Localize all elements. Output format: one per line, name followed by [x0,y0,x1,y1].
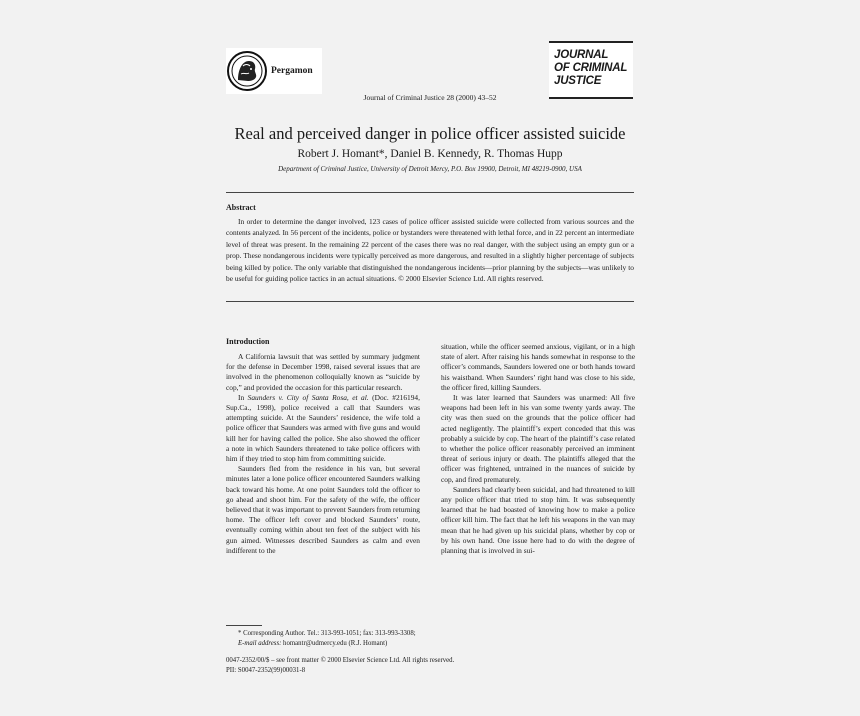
publisher-logo [226,48,322,94]
paragraph: situation, while the officer seemed anxious, vigilant, or in a high state of alert. After raising his hands somewhat in response to the officer’s commands, Saunders lowered one or both hands toward his waistband. When Saunders’ right hand was close to his side, the officer fired, killing Saunders. [441,342,635,392]
paragraph: In Saunders v. City of Santa Rosa, et al. (Doc. #216194, Sup.Ca., 1998), police received a call that Saunders was attempting suicide. At the Saunders’ residence, the wife told a police officer that Saunders was armed with five guns and would kill her for having called the police. She also showed the officer a note in which Saunders threatened to take police officers with him if they tried to stop him from committing suicide. [226,392,420,464]
case-citation: Saunders v. City of Santa Rosa, et al. [247,392,369,402]
journal-logo-line: JOURNAL [554,49,609,61]
paragraph: It was later learned that Saunders was unarmed: All five weapons had been left in his van some twenty yards away. The city was then sued on the grounds that the police officer had acted negligently. The plaintiff’s expert conceded that this was probably a suicide by cop. The heart of the plaintiff’s case related to whether the police officer reasonably perceived an imminent threat of serious injury or death. The plaintiffs alleged that the officer was frightened, untrained in the nuances of suicide by cop, and fired prematurely. [441,393,635,484]
divider [226,301,634,302]
journal-logo [549,41,633,99]
divider [226,192,634,193]
body-column-left [226,352,420,556]
corresponding-author: * Corresponding Author. Tel.: 313-993-1051; fax: 313-993-3308; [238,630,416,637]
journal-citation: Journal of Criminal Justice 28 (2000) 43–52 [363,93,497,102]
copyright-block [226,656,454,676]
body-column-right [441,342,635,556]
paragraph: Saunders fled from the residence in his van, but several minutes later a lone police officer encountered Saunders walking back toward his home. At one point Saunders told the officer to go ahead and shoot him. For the safety of the wife, the officer believed that it was important to prevent Saunders from returning home. The officer left cover and blocked Saunders’ route, eventually coming within about ten feet of the subject with his gun aimed. Witnesses described Saunders as calm and even indifferent to the [226,464,420,555]
journal-logo-line: OF CRIMINAL [554,62,628,74]
footnote-divider [226,625,262,626]
publisher-emblem-icon [226,50,268,92]
issn-line: 0047-2352/00/$ – see front matter © 2000 Elsevier Science Ltd. All rights reserved. [226,657,455,664]
email-line: E-mail address: homantr@udmercy.edu (R.J. Homant) [238,640,388,647]
article-title: Real and perceived danger in police officer assisted suicide [234,124,626,143]
footnote [226,629,526,649]
pii-line: PII: S0047-2352(99)00031-8 [226,667,306,674]
author-affiliation: Department of Criminal Justice, University of Detroit Mercy, P.O. Box 19900, Detroit, MI 48219-0900, USA [278,165,582,173]
journal-logo-line: JUSTICE [554,75,602,87]
abstract-text: In order to determine the danger involved, 123 cases of police officer assisted suicide were collected from various sources and the contents analyzed. In 56 percent of the incidents, police or bystanders were threatened with lethal force, and in 22 percent an intermediate level of threat was present. In the remaining 22 percent of the cases there was no real danger, with the subject using an empty gun or a prop. These nondangerous incidents were typically perceived as more dangerous, and resulted in a slightly higher percentage of subjects being killed by police. The only variable that distinguished the nondangerous incidents—prior planning by the subjects—was unlikely to be useful for guiding police tactics in an actual situations. © 2000 Elsevier Science Ltd. All rights reserved. [226,217,634,284]
abstract-heading: Abstract [226,203,256,212]
section-heading: Introduction [226,337,270,346]
paragraph: A California lawsuit that was settled by summary judgment for the defense in December 1998, raised several issues that are involved in the phenomenon colloquially known as “suicide by cop,” and provided the occasion for this particular research. [226,352,420,392]
publisher-name: Pergamon [271,66,313,76]
paragraph: Saunders had clearly been suicidal, and had threatened to kill any police officer that tried to stop him. It was subsequently learned that he had boasted of knowing how to make a police officer kill him. The fact that he left his weapons in the van may mean that he had given up his suicidal plans, whether by cop or by his own hand. One issue here had to do with the degree of planning that is involved in sui- [441,484,635,556]
article-authors: Robert J. Homant*, Daniel B. Kennedy, R. Thomas Hupp [297,148,563,160]
